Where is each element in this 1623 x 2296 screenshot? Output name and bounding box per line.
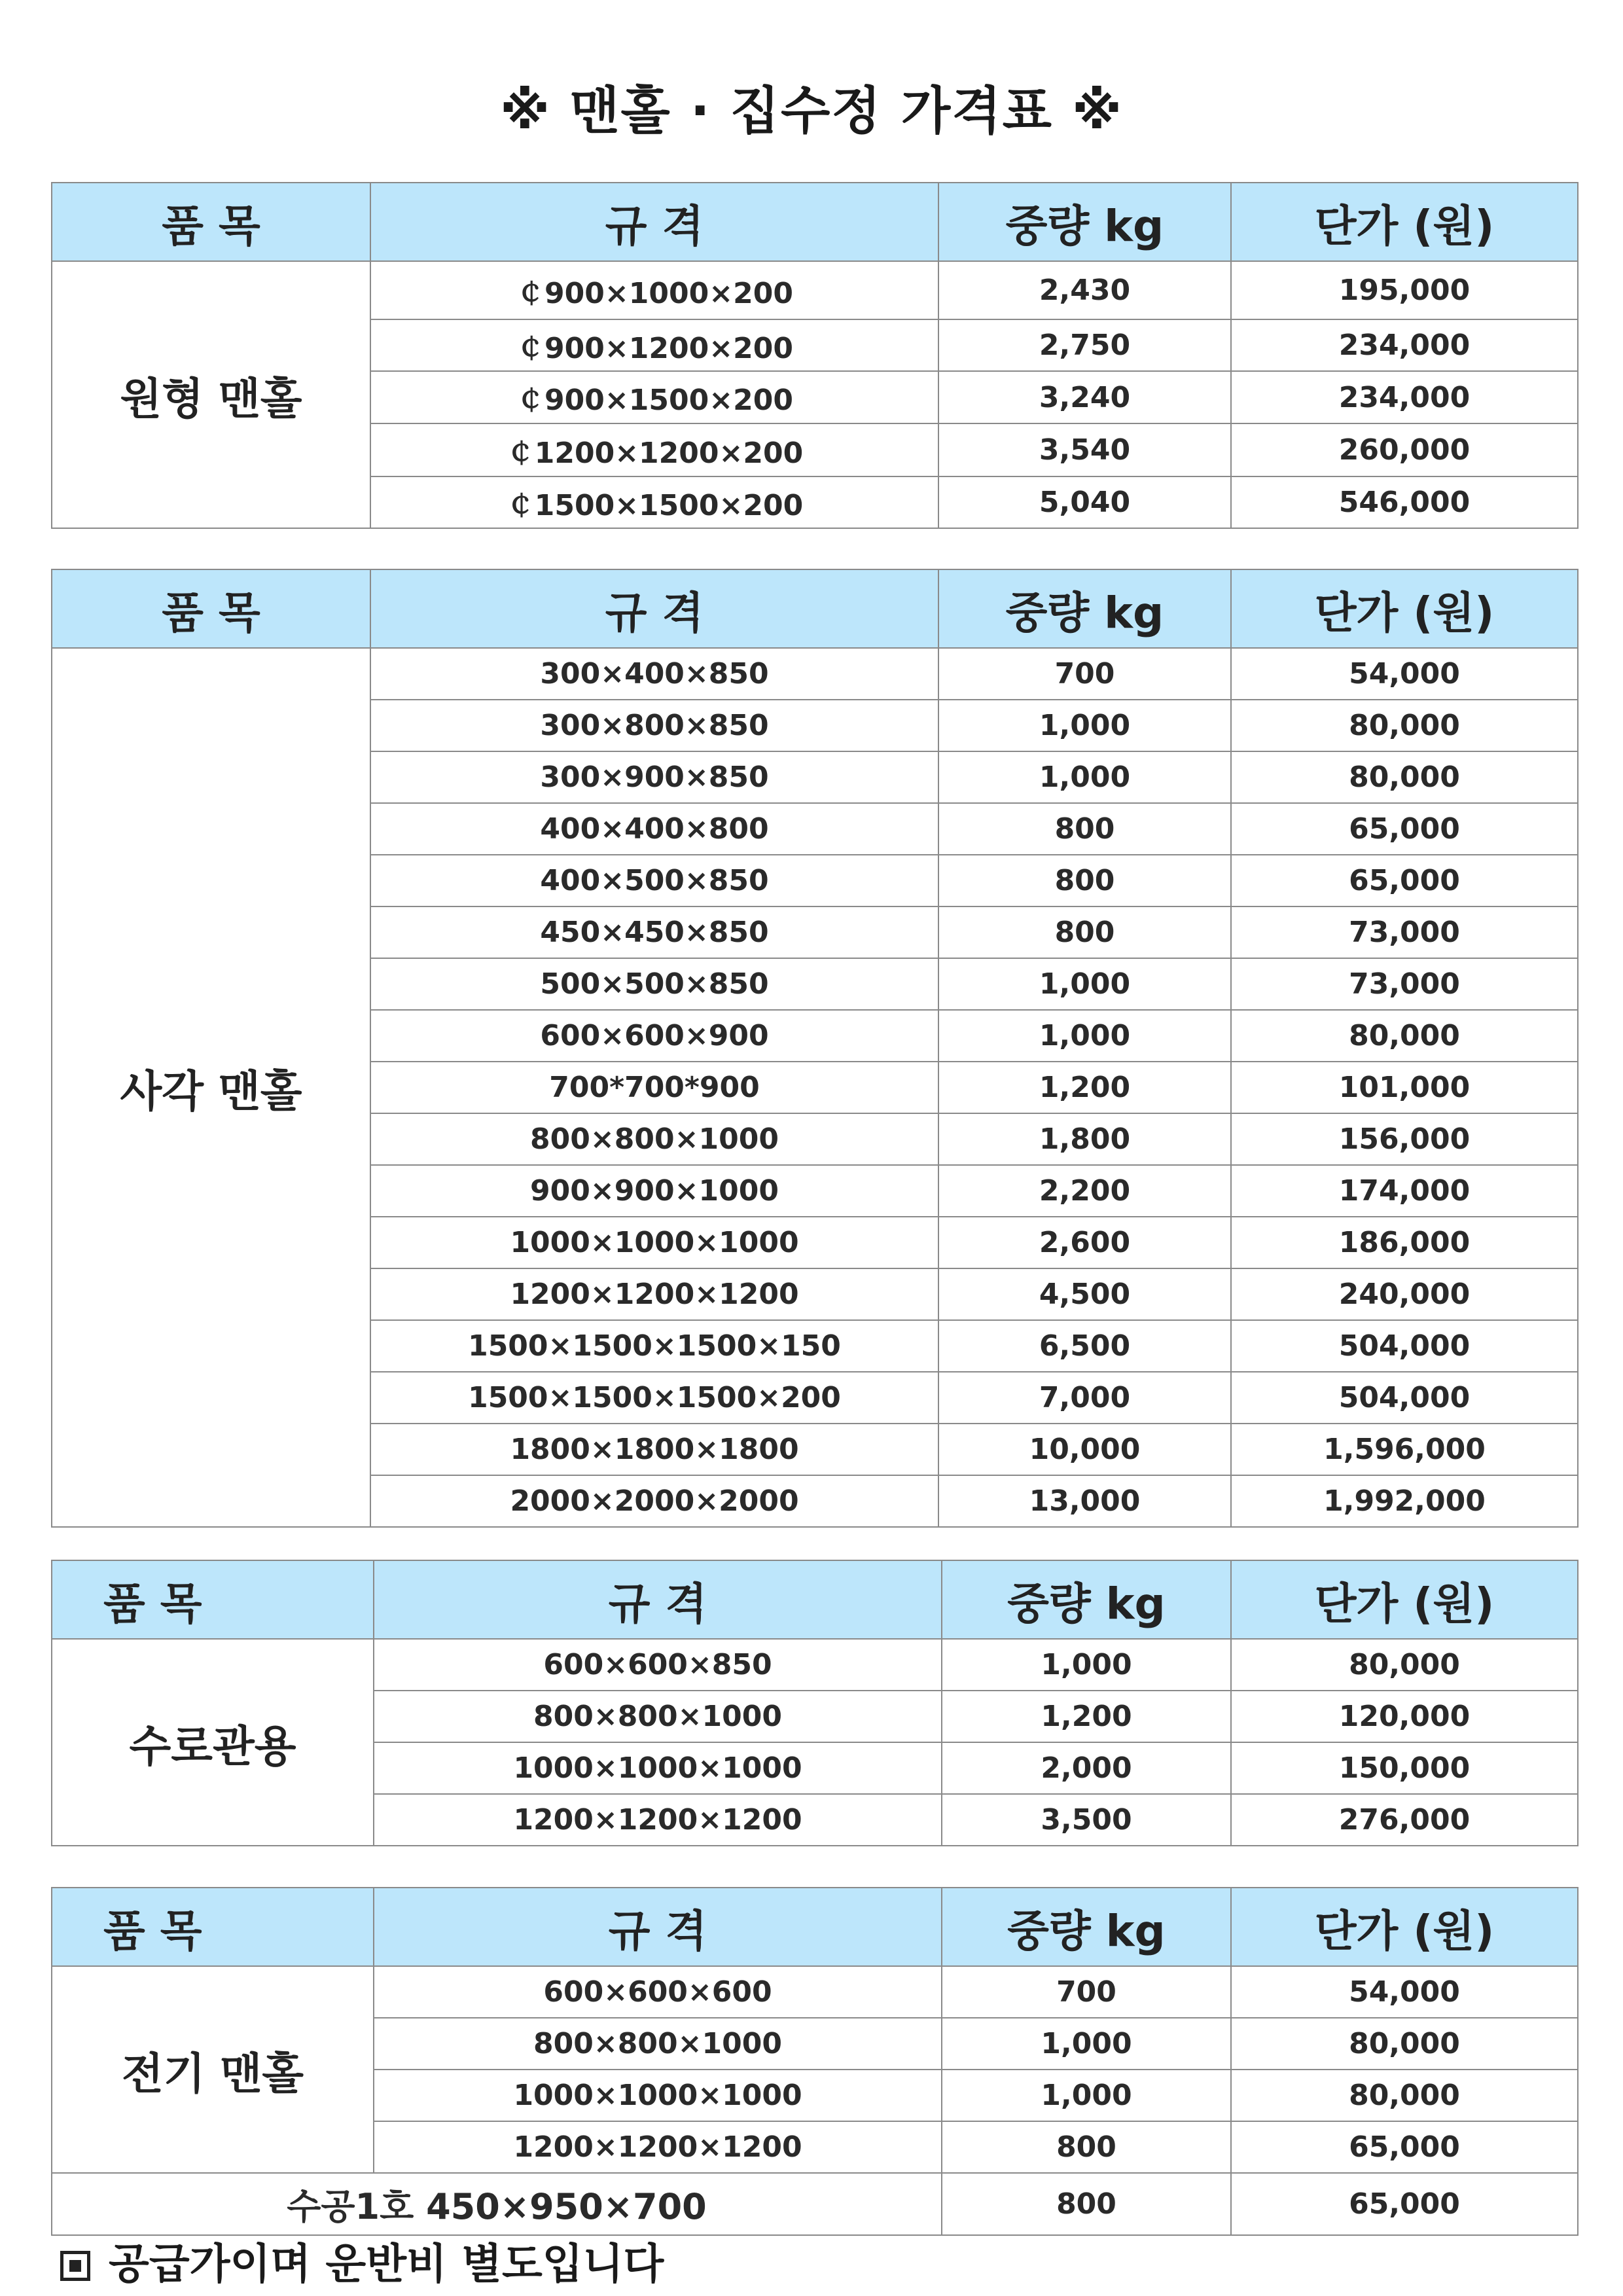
header-spec: 규 격 — [374, 1560, 942, 1639]
price-table-electric-manhole — [51, 1887, 1578, 2236]
header-weight: 중량 kg — [938, 183, 1231, 261]
header-weight: 중량 kg — [942, 1888, 1231, 1966]
weight-cell: 5,040 — [938, 476, 1231, 528]
category-label: 사각 맨홀 — [52, 648, 370, 1527]
price-cell: 80,000 — [1231, 2018, 1578, 2070]
weight-cell: 2,200 — [938, 1165, 1231, 1217]
spec-cell: 300×400×850 — [370, 648, 938, 700]
spec-cell: 1200×1200×1200 — [370, 1268, 938, 1320]
spec-cell: 700*700*900 — [370, 1062, 938, 1113]
spec-cell: ￠1500×1500×200 — [370, 476, 938, 528]
spec-cell: 1500×1500×1500×150 — [370, 1320, 938, 1372]
weight-cell: 700 — [942, 1966, 1231, 2018]
spec-cell: 800×800×1000 — [374, 2018, 942, 2070]
weight-cell: 700 — [938, 648, 1231, 700]
price-cell: 504,000 — [1231, 1372, 1578, 1424]
price-cell: 546,000 — [1231, 476, 1578, 528]
price-cell: 186,000 — [1231, 1217, 1578, 1268]
price-cell: 156,000 — [1231, 1113, 1578, 1165]
weight-cell: 10,000 — [938, 1424, 1231, 1475]
weight-cell: 1,200 — [942, 1691, 1231, 1742]
category-label: 원형 맨홀 — [52, 261, 370, 528]
weight-cell: 3,240 — [938, 371, 1231, 423]
header-spec: 규 격 — [370, 183, 938, 261]
price-cell: 234,000 — [1231, 319, 1578, 371]
weight-cell: 13,000 — [938, 1475, 1231, 1527]
extra-row-label: 수공1호 450×950×700 — [52, 2173, 942, 2235]
spec-cell: 1000×1000×1000 — [374, 2070, 942, 2121]
filled-square-icon — [60, 2251, 90, 2281]
header-spec: 규 격 — [374, 1888, 942, 1966]
weight-cell: 3,500 — [942, 1794, 1231, 1846]
price-cell: 174,000 — [1231, 1165, 1578, 1217]
supply-note — [60, 2237, 664, 2292]
category-label: 수로관용 — [52, 1639, 374, 1846]
spec-cell: 400×500×850 — [370, 855, 938, 906]
price-cell: 65,000 — [1231, 803, 1578, 855]
header-weight: 중량 kg — [942, 1560, 1231, 1639]
price-cell: 65,000 — [1231, 855, 1578, 906]
spec-cell: 450×450×850 — [370, 906, 938, 958]
spec-cell: ￠900×1500×200 — [370, 371, 938, 423]
spec-cell: 1200×1200×1200 — [374, 2121, 942, 2173]
spec-cell: 1000×1000×1000 — [370, 1217, 938, 1268]
spec-cell: ￠1200×1200×200 — [370, 423, 938, 476]
price-cell: 150,000 — [1231, 1742, 1578, 1794]
spec-cell: 1500×1500×1500×200 — [370, 1372, 938, 1424]
weight-cell: 800 — [942, 2121, 1231, 2173]
price-table-round-manhole — [51, 182, 1578, 529]
weight-cell: 1,000 — [942, 2018, 1231, 2070]
price-table-square-manhole — [51, 569, 1578, 1528]
weight-cell: 4,500 — [938, 1268, 1231, 1320]
price-cell: 1,596,000 — [1231, 1424, 1578, 1475]
price-cell: 276,000 — [1231, 1794, 1578, 1846]
price-cell: 80,000 — [1231, 2070, 1578, 2121]
weight-cell: 800 — [938, 906, 1231, 958]
price-cell: 240,000 — [1231, 1268, 1578, 1320]
weight-cell: 1,200 — [938, 1062, 1231, 1113]
spec-cell: 2000×2000×2000 — [370, 1475, 938, 1527]
header-item: 품 목 — [52, 569, 370, 648]
price-cell: 195,000 — [1231, 261, 1578, 319]
header-item: 품 목 — [52, 1888, 374, 1966]
spec-cell: 1800×1800×1800 — [370, 1424, 938, 1475]
price-cell: 101,000 — [1231, 1062, 1578, 1113]
weight-cell: 2,000 — [942, 1742, 1231, 1794]
spec-cell: 300×800×850 — [370, 700, 938, 751]
spec-cell: 400×400×800 — [370, 803, 938, 855]
price-cell: 234,000 — [1231, 371, 1578, 423]
weight-cell: 1,000 — [938, 958, 1231, 1010]
price-cell: 65,000 — [1231, 2173, 1578, 2235]
price-cell: 80,000 — [1231, 1010, 1578, 1062]
spec-cell: 1000×1000×1000 — [374, 1742, 942, 1794]
weight-cell: 800 — [942, 2173, 1231, 2235]
weight-cell: 1,000 — [938, 1010, 1231, 1062]
header-price: 단가 (원) — [1231, 1560, 1578, 1639]
weight-cell: 1,000 — [938, 700, 1231, 751]
header-item: 품 목 — [52, 1560, 374, 1639]
spec-cell: ￠900×1200×200 — [370, 319, 938, 371]
weight-cell: 800 — [938, 803, 1231, 855]
spec-cell: ￠900×1000×200 — [370, 261, 938, 319]
weight-cell: 1,000 — [942, 1639, 1231, 1691]
price-cell: 504,000 — [1231, 1320, 1578, 1372]
header-spec: 규 격 — [370, 569, 938, 648]
header-price: 단가 (원) — [1231, 183, 1578, 261]
spec-cell: 600×600×850 — [374, 1639, 942, 1691]
supply-note-text: 공급가이며 운반비 별도입니다 — [109, 2240, 664, 2289]
price-cell: 1,992,000 — [1231, 1475, 1578, 1527]
header-item: 품 목 — [52, 183, 370, 261]
header-price: 단가 (원) — [1231, 569, 1578, 648]
spec-cell: 800×800×1000 — [370, 1113, 938, 1165]
price-cell: 54,000 — [1231, 648, 1578, 700]
weight-cell: 1,000 — [942, 2070, 1231, 2121]
price-cell: 73,000 — [1231, 906, 1578, 958]
spec-cell: 800×800×1000 — [374, 1691, 942, 1742]
weight-cell: 2,600 — [938, 1217, 1231, 1268]
price-cell: 80,000 — [1231, 1639, 1578, 1691]
weight-cell: 800 — [938, 855, 1231, 906]
spec-cell: 900×900×1000 — [370, 1165, 938, 1217]
weight-cell: 2,750 — [938, 319, 1231, 371]
spec-cell: 500×500×850 — [370, 958, 938, 1010]
header-price: 단가 (원) — [1231, 1888, 1578, 1966]
price-cell: 80,000 — [1231, 751, 1578, 803]
price-cell: 73,000 — [1231, 958, 1578, 1010]
spec-cell: 600×600×600 — [374, 1966, 942, 2018]
page-title: ※ 맨홀 · 집수정 가격표 ※ — [500, 82, 1123, 141]
price-cell: 120,000 — [1231, 1691, 1578, 1742]
spec-cell: 1200×1200×1200 — [374, 1794, 942, 1846]
price-table-channel — [51, 1560, 1578, 1846]
weight-cell: 6,500 — [938, 1320, 1231, 1372]
weight-cell: 3,540 — [938, 423, 1231, 476]
weight-cell: 1,800 — [938, 1113, 1231, 1165]
category-label: 전기 맨홀 — [52, 1966, 374, 2173]
weight-cell: 2,430 — [938, 261, 1231, 319]
price-cell: 80,000 — [1231, 700, 1578, 751]
weight-cell: 7,000 — [938, 1372, 1231, 1424]
spec-cell: 300×900×850 — [370, 751, 938, 803]
weight-cell: 1,000 — [938, 751, 1231, 803]
spec-cell: 600×600×900 — [370, 1010, 938, 1062]
price-cell: 65,000 — [1231, 2121, 1578, 2173]
price-cell: 54,000 — [1231, 1966, 1578, 2018]
header-weight: 중량 kg — [938, 569, 1231, 648]
price-cell: 260,000 — [1231, 423, 1578, 476]
